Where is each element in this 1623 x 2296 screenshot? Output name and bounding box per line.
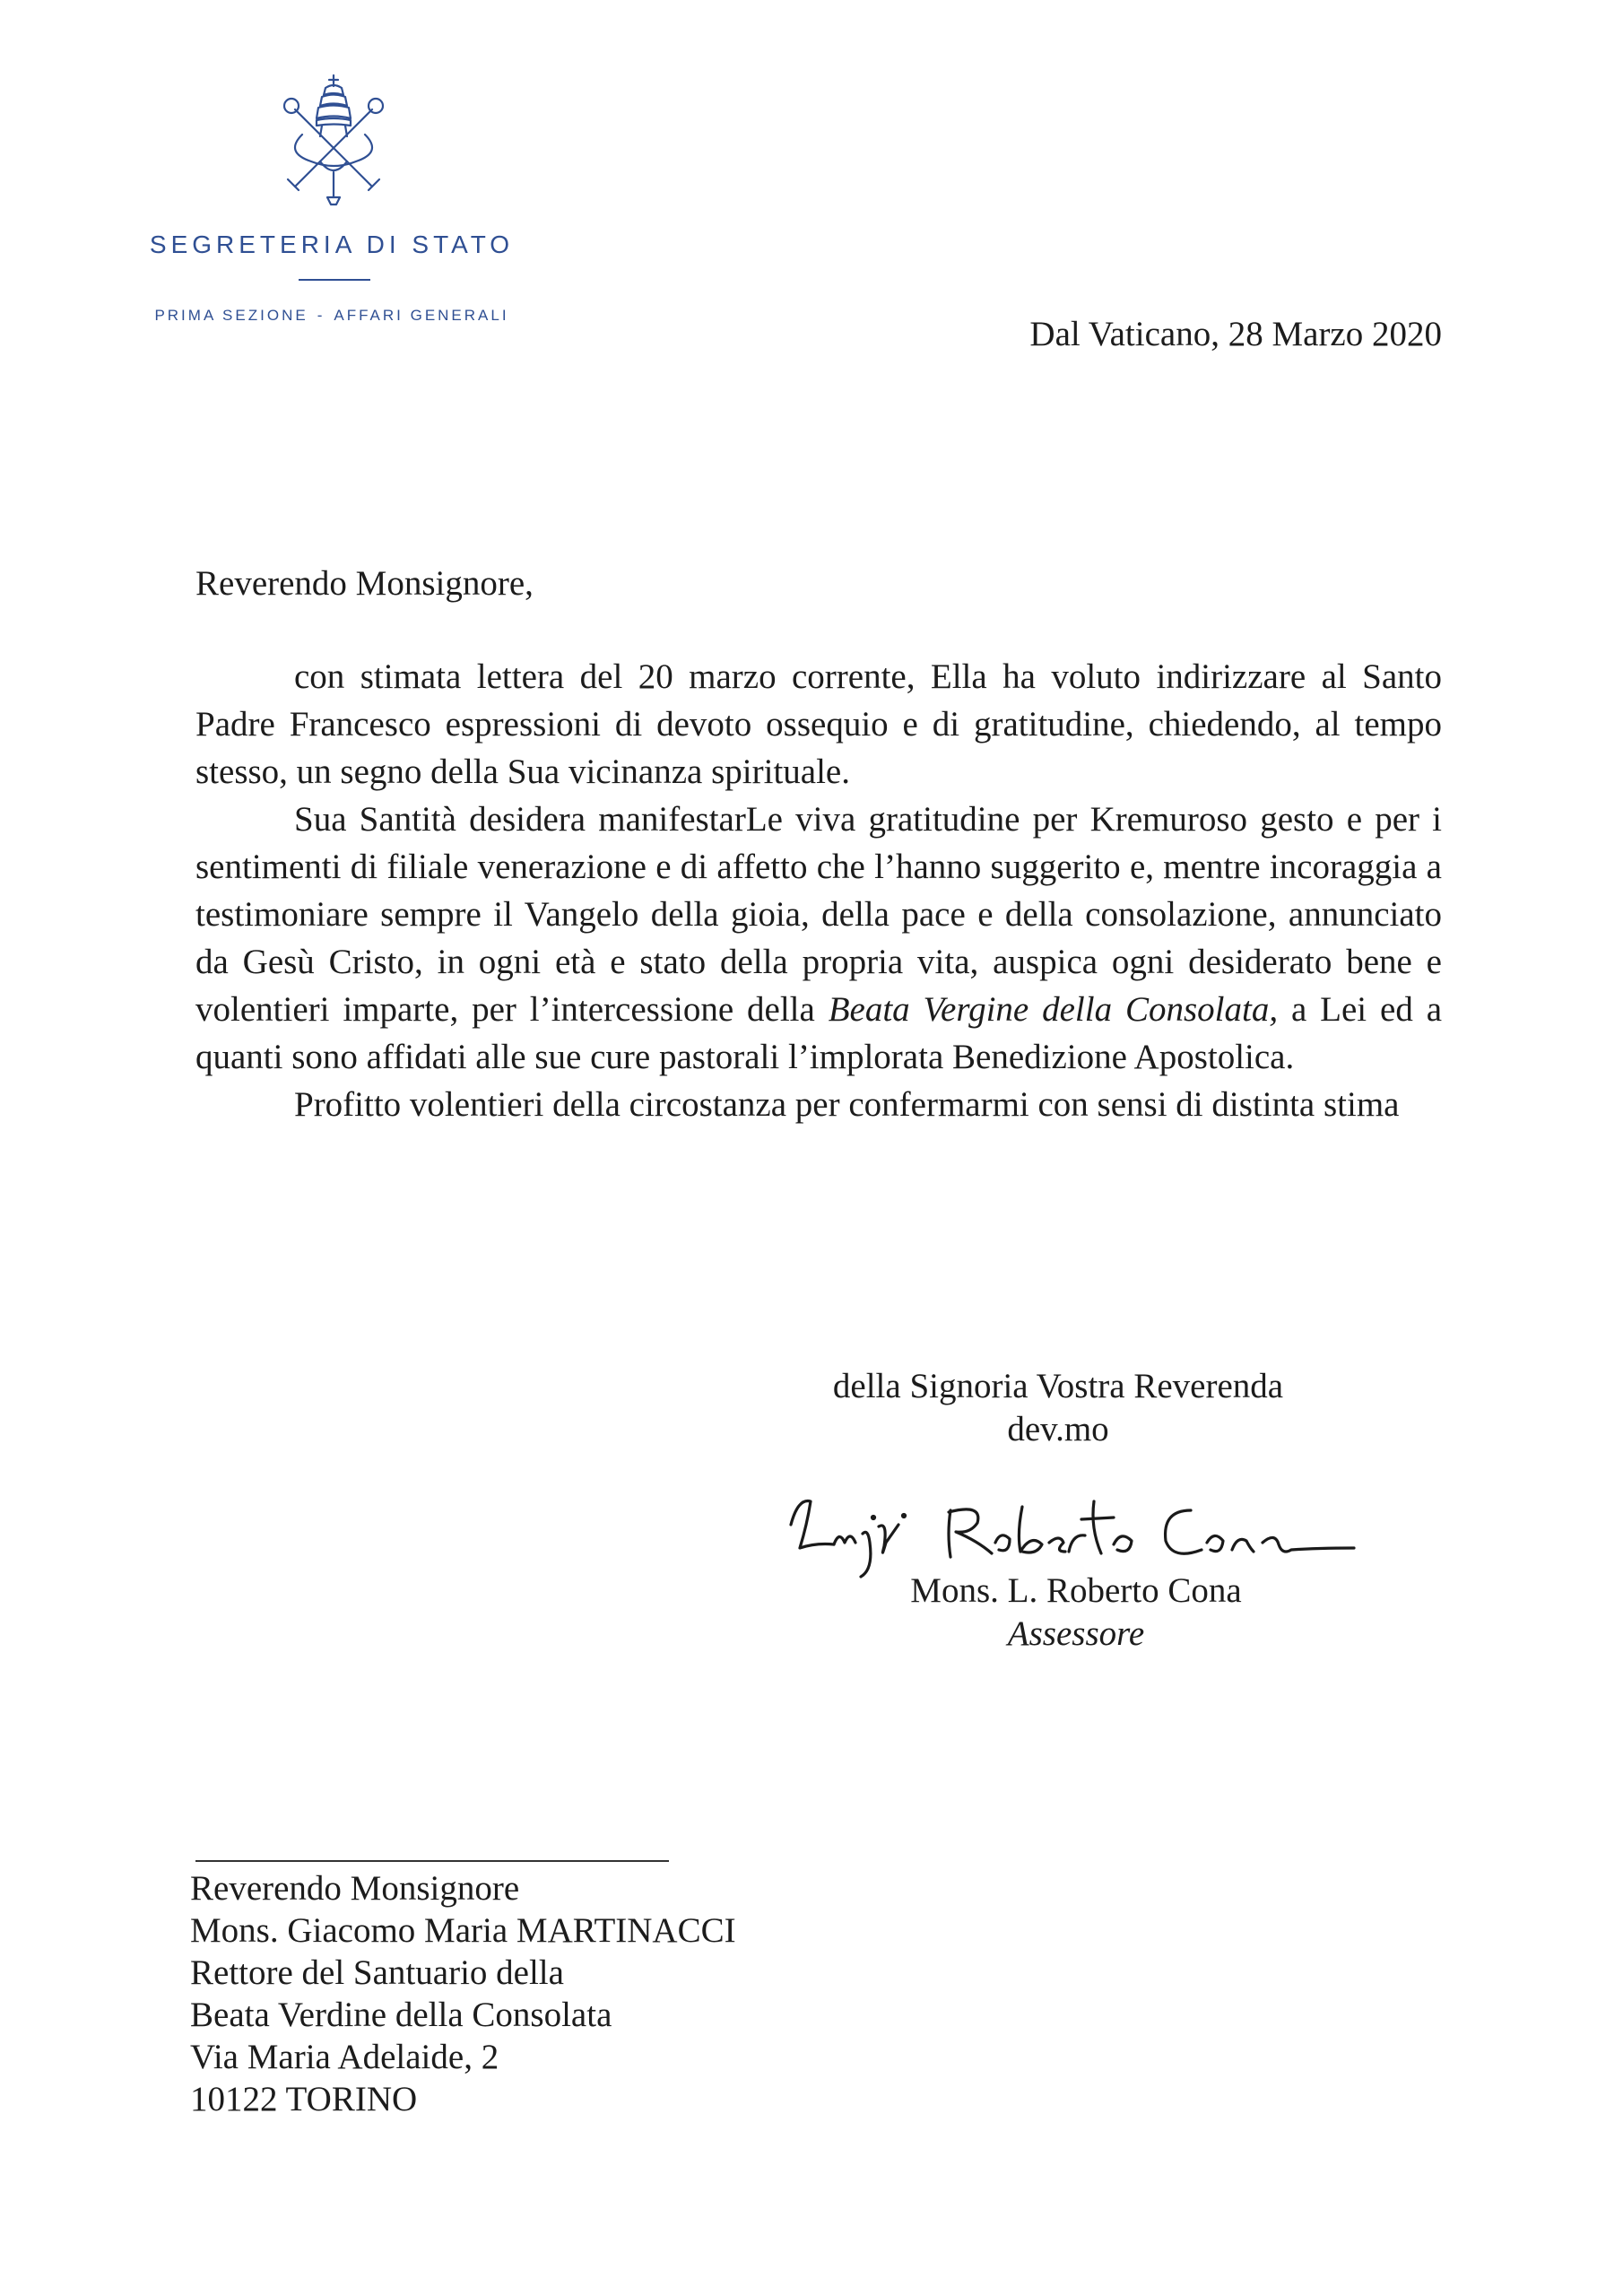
signer-name: Mons. L. Roberto Cona bbox=[910, 1571, 1242, 1610]
salutation: Reverendo Monsignore, bbox=[195, 564, 534, 603]
signer-role: Assessore bbox=[1007, 1614, 1145, 1653]
body-paragraph-3: Profitto volentieri della circostanza per confermarmi con sensi di distinta stima bbox=[294, 1085, 1400, 1124]
closing-line-2: dev.mo bbox=[1007, 1410, 1109, 1448]
section-separator: - bbox=[317, 307, 325, 324]
letter-date: Dal Vaticano, 28 Marzo 2020 bbox=[1029, 315, 1442, 353]
address-divider bbox=[195, 1860, 669, 1862]
body-paragraph-2-text: Sua Santità desidera manifestarLe viva gratitudine per Kremuroso gesto e per i sentimenti di filiale venerazione e di affetto che l’hanno suggerito e, mentre incoraggia a testimoniare sempre il Vangelo della gioia, della pace e della consolazione, annunciato da Gesù Cristo, in ogni età e stato della propria vita, auspica ogni desiderato bene e volentieri imparte, per l’intercessione della bbox=[195, 800, 1442, 1029]
address-line-5: Via Maria Adelaide, 2 bbox=[190, 2038, 499, 2076]
letterhead bbox=[108, 72, 556, 341]
address-line-1: Reverendo Monsignore bbox=[190, 1869, 520, 1908]
closing-formula bbox=[771, 1365, 1345, 1451]
handwritten-signature bbox=[780, 1471, 1372, 1578]
body-paragraph-2-italic: Beata Vergine della Consolata, bbox=[828, 990, 1279, 1029]
office-section bbox=[108, 307, 556, 325]
recipient-address bbox=[190, 1867, 736, 2120]
closing-line-1: della Signoria Vostra Reverenda bbox=[832, 1367, 1284, 1405]
section-right: AFFARI GENERALI bbox=[334, 307, 509, 324]
body-paragraph-2-end: a Lei ed a quanti sono affidati alle sue cure pastorali l’implorata Benedizione Apostolica. bbox=[195, 990, 1443, 1076]
body-paragraph-1: con stimata lettera del 20 marzo corrente, Ella ha voluto indirizzare al Santo Padre Francesco espressioni di devoto ossequio e di gratitudine, chiedendo, al tempo stesso, un segno della Sua vicinanza spirituale. bbox=[195, 657, 1442, 791]
letterhead-divider bbox=[299, 279, 370, 281]
body-paragraph-2 bbox=[195, 796, 1442, 1081]
signer-block bbox=[807, 1570, 1345, 1656]
letter-body bbox=[195, 653, 1442, 1128]
office-name: SEGRETERIA DI STATO bbox=[149, 230, 515, 258]
address-line-2: Mons. Giacomo Maria MARTINACCI bbox=[190, 1911, 736, 1950]
address-line-4: Beata Verdine della Consolata bbox=[190, 1996, 612, 2034]
address-line-3: Rettore del Santuario della bbox=[190, 1953, 564, 1992]
address-line-6: 10122 TORINO bbox=[190, 2080, 418, 2118]
section-left: PRIMA SEZIONE bbox=[154, 307, 308, 324]
papal-coat-of-arms-icon bbox=[275, 72, 392, 206]
